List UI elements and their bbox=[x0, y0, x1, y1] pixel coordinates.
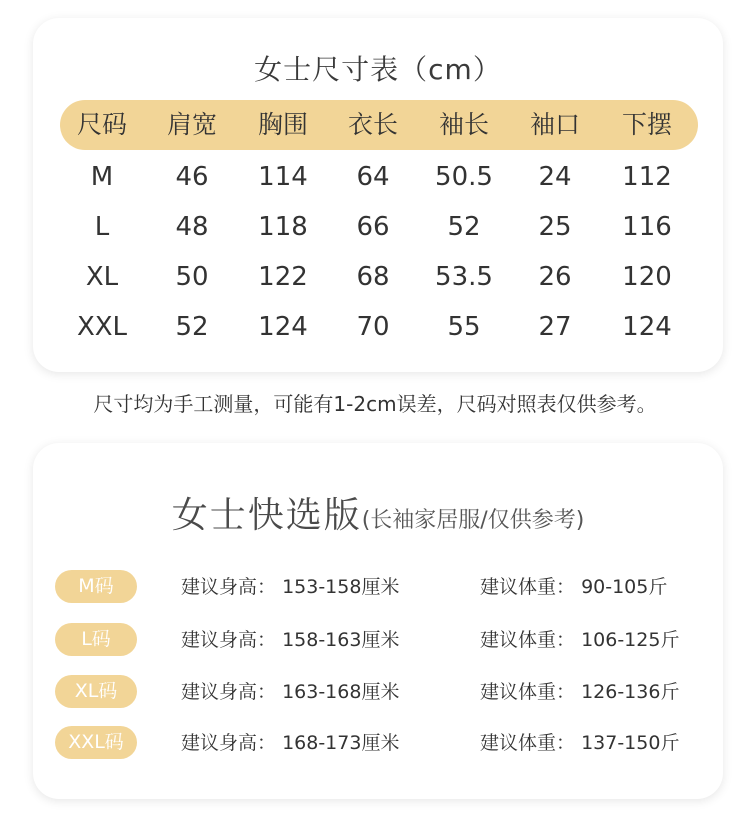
header-cell: 下摆 bbox=[621, 110, 672, 139]
table-cell: 70 bbox=[356, 312, 390, 342]
size-table-title: 女士尺寸表（cm） bbox=[254, 53, 502, 86]
table-cell: 120 bbox=[622, 262, 672, 292]
table-cell: 53.5 bbox=[435, 262, 493, 292]
table-cell: 116 bbox=[622, 212, 672, 242]
recommended-height bbox=[181, 675, 399, 709]
size-table-card bbox=[33, 18, 723, 372]
size-table-header bbox=[60, 100, 698, 150]
table-cell: 25 bbox=[538, 212, 572, 242]
table-cell: 124 bbox=[622, 312, 672, 342]
header-cell: 袖长 bbox=[438, 110, 489, 139]
list-item bbox=[33, 570, 723, 604]
recommended-weight bbox=[480, 570, 667, 604]
table-cell: M bbox=[90, 162, 114, 192]
table-cell: 66 bbox=[356, 212, 390, 242]
recommended-height bbox=[181, 623, 399, 657]
header-cell: 袖口 bbox=[529, 110, 580, 139]
table-cell: XXL bbox=[76, 312, 128, 342]
height-label: 建议身高： bbox=[181, 681, 277, 703]
table-cell: 52 bbox=[175, 312, 209, 342]
table-cell: 24 bbox=[538, 162, 572, 192]
weight-value: 106-125斤 bbox=[581, 629, 680, 651]
recommended-height bbox=[181, 570, 399, 604]
table-cell: 122 bbox=[258, 262, 308, 292]
list-item bbox=[33, 726, 723, 760]
height-label: 建议身高： bbox=[181, 732, 277, 754]
header-cell: 肩宽 bbox=[166, 110, 217, 139]
table-row bbox=[60, 207, 698, 247]
quick-select-card bbox=[33, 443, 723, 799]
table-cell: 52 bbox=[447, 212, 481, 242]
table-cell: 50 bbox=[175, 262, 209, 292]
header-cell: 胸围 bbox=[257, 110, 308, 139]
height-value: 163-168厘米 bbox=[282, 681, 400, 703]
list-item bbox=[33, 623, 723, 657]
table-cell: 68 bbox=[356, 262, 390, 292]
table-row bbox=[60, 257, 698, 297]
header-cell: 尺码 bbox=[76, 110, 127, 139]
table-cell: 55 bbox=[447, 312, 481, 342]
weight-label: 建议体重： bbox=[480, 576, 576, 598]
table-cell: 114 bbox=[258, 162, 308, 192]
height-value: 153-158厘米 bbox=[282, 576, 400, 598]
quick-select-title: 女士快选版 bbox=[171, 495, 362, 536]
table-cell: 118 bbox=[258, 212, 308, 242]
quick-select-title-block bbox=[33, 487, 723, 538]
height-value: 158-163厘米 bbox=[282, 629, 400, 651]
size-pill: XXL码 bbox=[55, 726, 137, 759]
recommended-weight bbox=[480, 726, 679, 760]
measurement-note: 尺寸均为手工测量，可能有1-2cm误差，尺码对照表仅供参考。 bbox=[93, 392, 657, 416]
weight-value: 137-150斤 bbox=[581, 732, 680, 754]
table-row bbox=[60, 157, 698, 197]
size-pill: L码 bbox=[55, 623, 137, 656]
header-cell: 衣长 bbox=[347, 110, 398, 139]
table-cell: 26 bbox=[538, 262, 572, 292]
weight-value: 126-136斤 bbox=[581, 681, 680, 703]
recommended-weight bbox=[480, 675, 679, 709]
table-cell: L bbox=[94, 212, 110, 242]
list-item bbox=[33, 675, 723, 709]
table-cell: 50.5 bbox=[435, 162, 493, 192]
table-cell: 46 bbox=[175, 162, 209, 192]
height-label: 建议身高： bbox=[181, 576, 277, 598]
quick-select-subtitle: (长袖家居服/仅供参考) bbox=[361, 508, 585, 533]
table-row bbox=[60, 307, 698, 347]
recommended-height bbox=[181, 726, 399, 760]
table-cell: 27 bbox=[538, 312, 572, 342]
weight-label: 建议体重： bbox=[480, 629, 576, 651]
size-pill: XL码 bbox=[55, 675, 137, 708]
table-cell: 48 bbox=[175, 212, 209, 242]
table-cell: 64 bbox=[356, 162, 390, 192]
height-label: 建议身高： bbox=[181, 629, 277, 651]
height-value: 168-173厘米 bbox=[282, 732, 400, 754]
weight-value: 90-105斤 bbox=[581, 576, 668, 598]
table-cell: 124 bbox=[258, 312, 308, 342]
weight-label: 建议体重： bbox=[480, 732, 576, 754]
weight-label: 建议体重： bbox=[480, 681, 576, 703]
table-cell: XL bbox=[85, 262, 119, 292]
recommended-weight bbox=[480, 623, 679, 657]
table-cell: 112 bbox=[622, 162, 672, 192]
size-pill: M码 bbox=[55, 570, 137, 603]
